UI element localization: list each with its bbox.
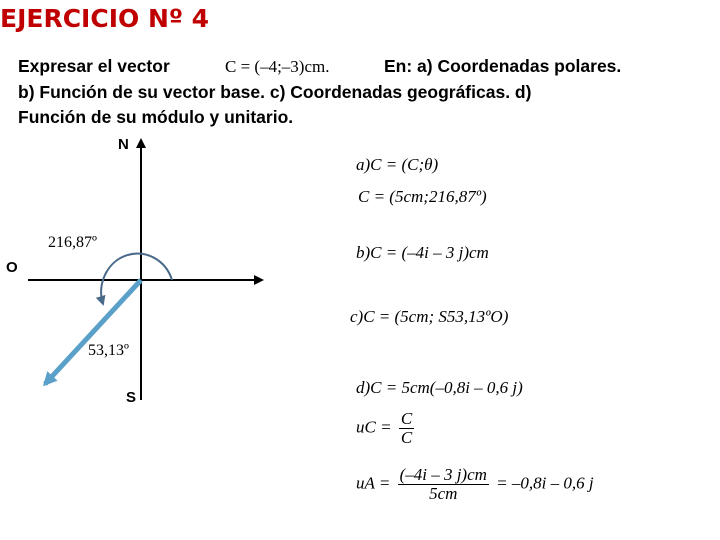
statement-line1-pre: Expresar el vector <box>18 56 170 76</box>
statement-line-2: b) Función de su vector base. c) Coordenadas geográficas. d) <box>18 82 532 102</box>
unit-a-rhs: = –0,8i – 0,6 j <box>496 473 594 493</box>
answer-a-polar: a)C = (C;θ) <box>356 155 439 174</box>
answer-d-unit-c <box>356 410 417 447</box>
angle-label-53: 53,13º <box>88 342 129 359</box>
unit-c-lhs: uC = <box>356 417 392 437</box>
vector-expression: C = (–4;–3)cm. <box>225 57 330 76</box>
unit-a-fraction <box>398 466 489 503</box>
answer-b-base: b)C = (–4i – 3 j)cm <box>356 243 489 262</box>
answer-a-value: C = (5cm;216,87º) <box>358 187 487 206</box>
statement-line-3: Función de su módulo y unitario. <box>18 107 294 127</box>
unit-c-fraction <box>399 410 414 447</box>
answer-c-geographic: c)C = (5cm; S53,13ºO) <box>350 307 509 326</box>
vector-c-arrow <box>45 280 141 384</box>
answer-d-unit-a <box>356 466 594 503</box>
statement-line1-post: En: a) Coordenadas polares. <box>384 56 622 76</box>
south-label: S <box>126 389 137 406</box>
answer-d-module: d)C = 5cm(–0,8i – 0,6 j) <box>356 378 523 397</box>
west-label: O <box>6 259 18 276</box>
unit-a-denominator: 5cm <box>429 484 458 503</box>
angle-arc-216 <box>101 254 172 304</box>
unit-c-numerator: C <box>400 409 413 428</box>
north-label: N <box>118 136 129 153</box>
unit-c-denominator: C <box>400 428 413 447</box>
angle-label-216: 216,87º <box>48 234 97 251</box>
exercise-title: EJERCICIO Nº 4 <box>0 4 210 33</box>
unit-a-numerator: (–4i – 3 j)cm <box>399 465 487 484</box>
unit-a-lhs: uA = <box>356 473 391 493</box>
